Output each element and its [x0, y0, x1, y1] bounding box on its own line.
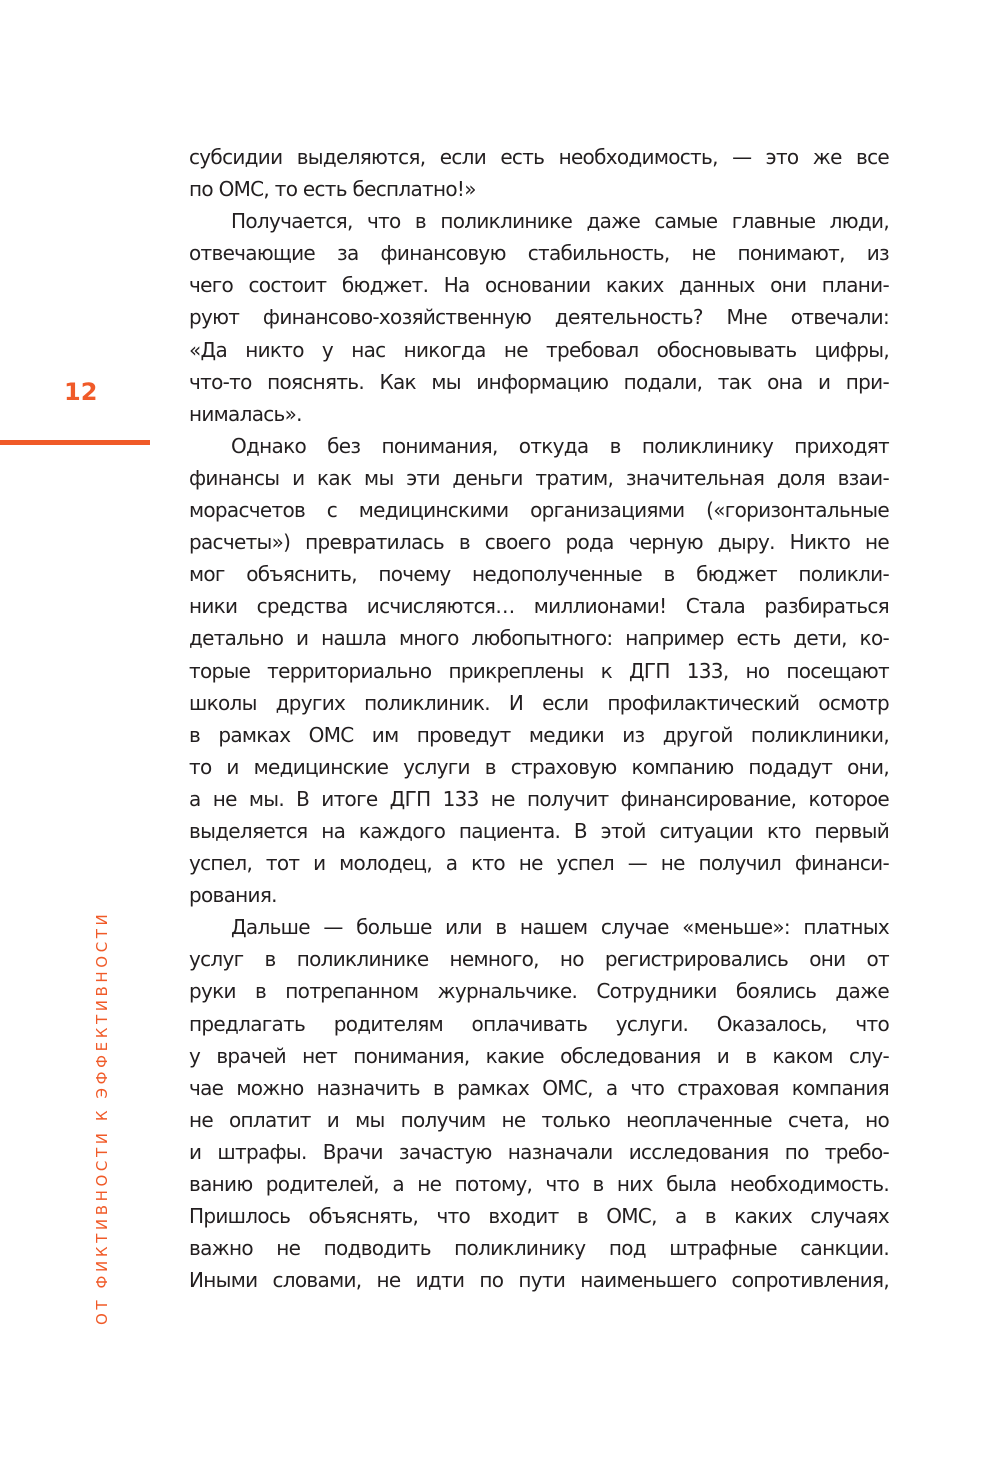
text-line: Однако без понимания, откуда в поликлинику приходят	[231, 433, 889, 458]
text-line: ники средства исчисляются… миллионами! Стала разбираться	[189, 594, 889, 619]
text-line: руют финансово-хозяйственную деятельность? Мне отвечали:	[189, 305, 889, 330]
text-line: предлагать родителям оплачивать услуги. Оказалось, что	[189, 1011, 889, 1036]
text-line: ванию родителей, а не потому, что в них была необходимость.	[189, 1172, 889, 1196]
text-line: финансы и как мы эти деньги тратим, значительная доля взаи-	[189, 465, 889, 490]
text-line: расчеты») превратилась в своего рода черную дыру. Никто не	[189, 530, 889, 555]
text-line: а не мы. В итоге ДГП 133 не получит финансирование, которое	[189, 786, 889, 811]
text-line: не оплатит и мы получим не только неоплаченные счета, но	[189, 1107, 889, 1132]
page-number: 12	[64, 378, 98, 406]
text-line: что-то пояснять. Как мы информацию подали, так она и при-	[189, 369, 889, 394]
text-line: Иными словами, не идти по пути наименьшего сопротивления,	[189, 1268, 889, 1293]
text-line: в рамках ОМС им проведут медики из другой поликлиники,	[189, 722, 889, 747]
text-line: нималась».	[189, 401, 302, 426]
text-line: важно не подводить поликлинику под штрафные санкции.	[189, 1236, 889, 1261]
text-line: чего состоит бюджет. На основании каких данных они плани-	[189, 273, 889, 298]
text-line: выделяется на каждого пациента. В этой ситуации кто первый	[189, 818, 889, 843]
text-line: то и медицинские услуги в страховую компанию подадут они,	[189, 754, 889, 779]
text-line: Пришлось объяснять, что входит в ОМС, а в каких случаях	[189, 1204, 889, 1229]
text-line: «Да никто у нас никогда не требовал обосновывать цифры,	[189, 337, 889, 362]
text-line: рования.	[189, 883, 277, 908]
text-line: школы других поликлиник. И если профилактический осмотр	[189, 690, 889, 715]
text-line: мог объяснить, почему недополученные в бюджет поликли-	[189, 562, 889, 587]
text-line: по ОМС, то есть бесплатно!»	[189, 177, 476, 202]
text-line: чае можно назначить в рамках ОМС, а что страховая компания	[189, 1075, 889, 1100]
text-line: Дальше — больше или в нашем случае «меньше»: платных	[231, 915, 889, 940]
text-line: у врачей нет понимания, какие обследования и в каком слу-	[189, 1043, 889, 1068]
accent-rule	[0, 440, 150, 445]
body-text	[189, 141, 889, 1296]
running-head: ОТ ФИКТИВНОСТИ К ЭФФЕКТИВНОСТИ	[93, 910, 111, 1325]
text-line: и штрафы. Врачи зачастую назначали исследования по требо-	[189, 1139, 889, 1164]
text-line: торые территориально прикреплены к ДГП 133, но посещают	[189, 658, 889, 683]
text-line: успел, тот и молодец, а кто не успел — не получил финанси-	[189, 851, 889, 876]
text-line: детально и нашла много любопытного: например есть дети, ко-	[189, 626, 889, 651]
text-line: морасчетов с медицинскими организациями («горизонтальные	[189, 498, 889, 523]
text-line: отвечающие за финансовую стабильность, не понимают, из	[189, 241, 889, 266]
text-line: руки в потрепанном журнальчике. Сотрудники боялись даже	[189, 979, 889, 1004]
text-line: Получается, что в поликлинике даже самые главные люди,	[231, 209, 889, 234]
text-line: услуг в поликлинике немного, но регистрировались они от	[189, 947, 889, 972]
text-line: субсидии выделяются, если есть необходимость, — это же все	[189, 145, 889, 169]
